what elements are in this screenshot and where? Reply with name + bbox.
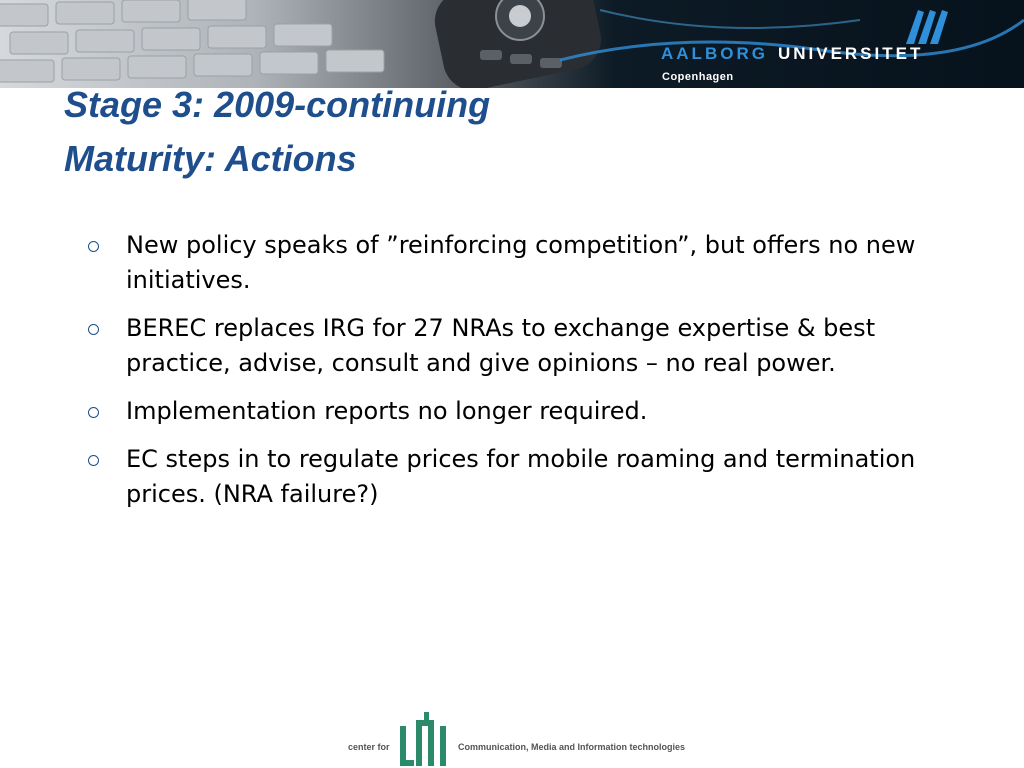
footer-prefix: center for — [348, 742, 390, 752]
bullet-list — [88, 228, 968, 525]
footer-suffix: Communication, Media and Information technologies — [458, 742, 686, 752]
university-bird-logo — [900, 6, 952, 46]
bullet-item — [88, 311, 968, 381]
circle-bullet-icon — [88, 324, 99, 335]
bullet-item — [88, 228, 968, 298]
university-name-part3: UNIVERSITET — [777, 44, 924, 63]
circle-bullet-icon — [88, 455, 99, 466]
bullet-text: BEREC replaces IRG for 27 NRAs to exchange expertise & best practice, advise, consult and give opinions – no real power. — [126, 314, 876, 377]
bullet-text: New policy speaks of ”reinforcing competition”, but offers no new initiatives. — [126, 231, 916, 294]
bullet-item — [88, 442, 968, 512]
circle-bullet-icon — [88, 407, 99, 418]
header-banner — [0, 0, 1024, 88]
slide-title — [64, 78, 764, 186]
bullet-text: Implementation reports no longer required. — [126, 397, 648, 425]
slide-title-line1: Stage 3: 2009-continuing — [64, 84, 491, 125]
circle-bullet-icon — [88, 241, 99, 252]
bullet-text: EC steps in to regulate prices for mobile roaming and termination prices. (NRA failure?) — [126, 445, 916, 508]
campus-name: Copenhagen — [662, 71, 734, 83]
footer-logo — [348, 712, 688, 768]
bullet-item — [88, 394, 968, 429]
university-name-part2: ORG — [720, 44, 768, 63]
cmi-logo-icon — [398, 712, 452, 768]
university-name-part1: AALB — [661, 44, 721, 63]
slide-title-line2: Maturity: Actions — [64, 138, 357, 179]
university-name — [661, 44, 923, 64]
